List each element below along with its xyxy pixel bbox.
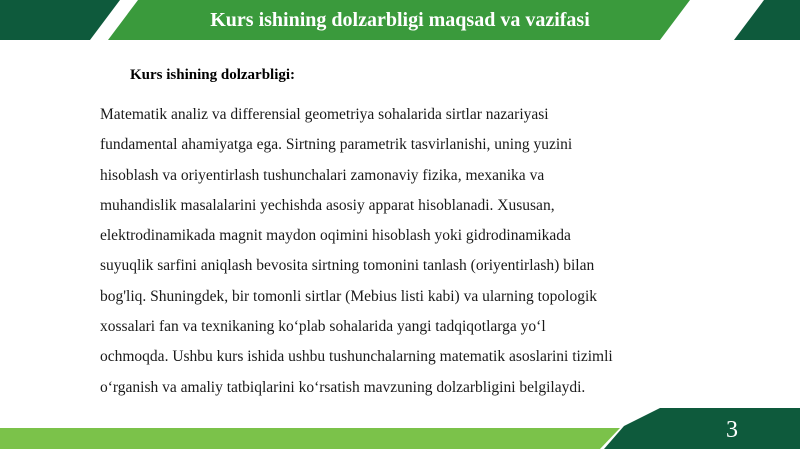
paragraph-line: muhandislik masalalarini yechishda asosiy apparat hisoblanadi. Xususan, <box>100 196 555 214</box>
paragraph-line: fundamental ahamiyatga ega. Sirtning parametrik tasvirlanishi, uning yuzini <box>100 136 573 154</box>
paragraph-line: Matematik analiz va differensial geometriya sohalarida sirtlar nazariyasi <box>100 106 549 123</box>
page-title: Kurs ishining dolzarbligi maqsad va vazifasi <box>210 9 590 31</box>
page-number: 3 <box>726 417 738 443</box>
paragraph-line: elektrodinamikada magnit maydon oqimini hisoblash yoki gidrodinamikada <box>100 227 571 245</box>
body-paragraph <box>100 100 700 403</box>
paragraph-line: o‘rganish va amaliy tatbiqlarini ko‘rsatish mavzuning dolzarbligini belgilaydi. <box>100 378 586 396</box>
footer-band <box>0 408 800 449</box>
section-subheading: Kurs ishining dolzarbligi: <box>130 67 296 83</box>
paragraph-line: ochmoqda. Ushbu kurs ishida ushbu tushunchalarning matematik asoslarini tizimli <box>100 348 613 366</box>
paragraph-line: bog'liq. Shuningdek, bir tomonli sirtlar (Mebius listi kabi) va ularning topologik <box>100 287 598 305</box>
paragraph-line: suyuqlik sarfini aniqlash bevosita sirtning tomonini tanlash (oriyentirlash) bilan <box>100 257 595 275</box>
paragraph-line: hisoblash va oriyentirlash tushunchalari zamonaviy fizika, mexanika va <box>100 166 545 184</box>
paragraph-line: xossalari fan va texnikaning ko‘plab sohalarida yangi tadqiqotlarga yo‘l <box>100 318 546 336</box>
